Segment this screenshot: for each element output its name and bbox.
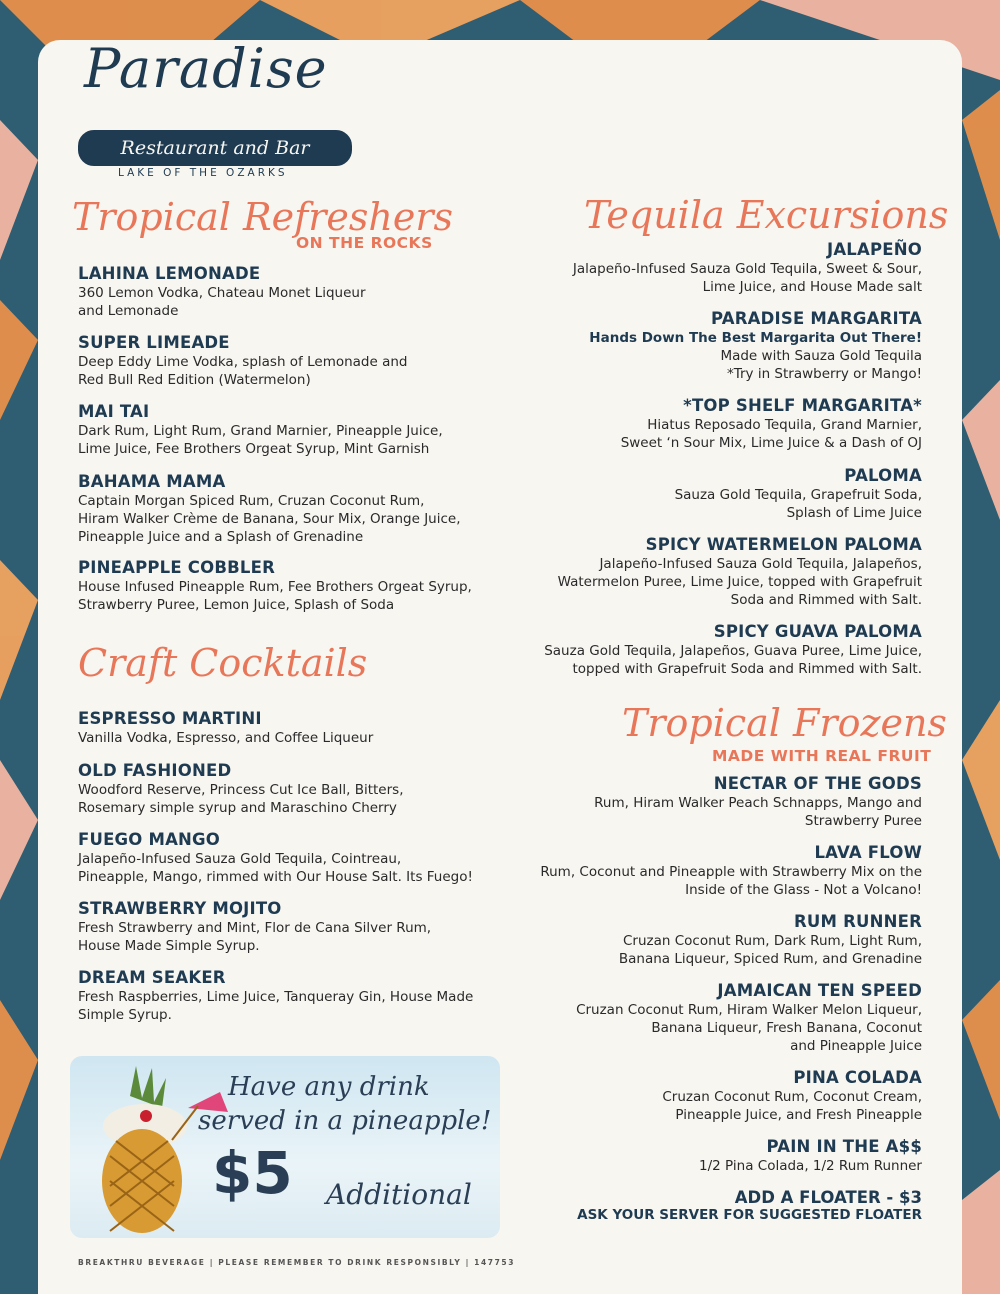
promo-line1: Have any drink: [228, 1072, 430, 1102]
item-desc: Cruzan Coconut Rum, Coconut Cream, Pineapple Juice, and Fresh Pineapple: [662, 1089, 922, 1123]
item-desc: Dark Rum, Light Rum, Grand Marnier, Pineapple Juice, Lime Juice, Fee Brothers Orgeat Syrup, Mint Garnish: [78, 423, 443, 457]
list-item: [78, 899, 498, 955]
item-name: PARADISE MARGARITA: [711, 309, 922, 328]
item-name: PAIN IN THE A$$: [766, 1137, 922, 1156]
item-desc: Jalapeño-Infused Sauza Gold Tequila, Jalapeños, Watermelon Puree, Lime Juice, topped with Grapefruit Soda and Rimmed with Salt.: [557, 556, 922, 608]
item-desc: Woodford Reserve, Princess Cut Ice Ball, Bitters, Rosemary simple syrup and Maraschino Cherry: [78, 782, 404, 816]
item-name: RUM RUNNER: [794, 912, 922, 931]
list-item: [502, 466, 922, 522]
list-item: [502, 981, 922, 1055]
promo-line2: served in a pineapple!: [198, 1106, 492, 1136]
floater-title: ADD A FLOATER - $3: [734, 1188, 922, 1207]
floater-note: [502, 1188, 922, 1223]
item-name: LAVA FLOW: [814, 843, 922, 862]
list-item: [78, 968, 498, 1024]
item-desc: Cruzan Coconut Rum, Hiram Walker Melon Liqueur, Banana Liqueur, Fresh Banana, Coconut and Pineapple Juice: [576, 1002, 922, 1054]
item-name: LAHINA LEMONADE: [78, 264, 261, 283]
promo-additional: Additional: [326, 1178, 472, 1211]
list-item: [78, 761, 498, 817]
item-name: JALAPEÑO: [827, 240, 922, 259]
brand-tagline: Restaurant and Bar: [78, 130, 352, 166]
list-item: [502, 1068, 922, 1124]
list-item: [502, 843, 922, 899]
item-name: OLD FASHIONED: [78, 761, 232, 780]
craft-title: Craft Cocktails: [78, 641, 368, 685]
list-item: [78, 830, 498, 886]
item-desc: Jalapeño-Infused Sauza Gold Tequila, Sweet & Sour, Lime Juice, and House Made salt: [572, 261, 922, 295]
item-desc: 360 Lemon Vodka, Chateau Monet Liqueur and Lemonade: [78, 285, 366, 319]
item-desc: Sauza Gold Tequila, Jalapeños, Guava Puree, Lime Juice, topped with Grapefruit Soda and Rimmed with Salt.: [544, 643, 922, 677]
brand-name: Paradise: [84, 37, 328, 100]
item-desc: Rum, Coconut and Pineapple with Strawberry Mix on the Inside of the Glass - Not a Volcano!: [540, 864, 922, 898]
floater-subtitle: ASK YOUR SERVER FOR SUGGESTED FLOATER: [577, 1207, 922, 1223]
list-item: [502, 535, 922, 609]
item-name: FUEGO MANGO: [78, 830, 221, 849]
brand-location: LAKE OF THE OZARKS: [118, 167, 288, 179]
list-item: [78, 472, 498, 546]
list-item: [78, 558, 498, 614]
item-tag: Hands Down The Best Margarita Out There!: [589, 330, 922, 346]
frozens-subtitle: MADE WITH REAL FRUIT: [712, 747, 932, 765]
list-item: [78, 709, 498, 747]
refreshers-subtitle: ON THE ROCKS: [296, 234, 433, 252]
item-desc: Vanilla Vodka, Espresso, and Coffee Liqueur: [78, 730, 374, 746]
item-name: PALOMA: [844, 466, 922, 485]
item-desc: Rum, Hiram Walker Peach Schnapps, Mango and Strawberry Puree: [594, 795, 922, 829]
item-name: SUPER LIMEADE: [78, 333, 230, 352]
list-item: [78, 333, 498, 389]
item-desc: Deep Eddy Lime Vodka, splash of Lemonade and Red Bull Red Edition (Watermelon): [78, 354, 408, 388]
list-item: [78, 264, 498, 320]
logo: [78, 37, 358, 182]
list-item: [502, 774, 922, 830]
item-name: BAHAMA MAMA: [78, 472, 226, 491]
promo-price: $5: [212, 1139, 293, 1207]
item-name: ESPRESSO MARTINI: [78, 709, 262, 728]
item-name: *TOP SHELF MARGARITA*: [683, 396, 922, 415]
item-name: NECTAR OF THE GODS: [713, 774, 922, 793]
item-desc: Fresh Strawberry and Mint, Flor de Cana Silver Rum, House Made Simple Syrup.: [78, 920, 432, 954]
item-name: STRAWBERRY MOJITO: [78, 899, 282, 918]
item-name: PINA COLADA: [793, 1068, 922, 1087]
refreshers-title: Tropical Refreshers: [72, 195, 453, 239]
item-name: JAMAICAN TEN SPEED: [717, 981, 922, 1000]
pineapple-promo: [70, 1056, 500, 1238]
list-item: [442, 622, 922, 678]
item-name: PINEAPPLE COBBLER: [78, 558, 275, 577]
list-item: [502, 396, 922, 452]
item-desc: Hiatus Reposado Tequila, Grand Marnier, Sweet ‘n Sour Mix, Lime Juice & a Dash of OJ: [620, 417, 922, 451]
list-item: [502, 912, 922, 968]
item-name: DREAM SEAKER: [78, 968, 226, 987]
item-name: MAI TAI: [78, 402, 150, 421]
item-name: SPICY WATERMELON PALOMA: [645, 535, 922, 554]
item-desc: 1/2 Pina Colada, 1/2 Rum Runner: [699, 1158, 922, 1174]
item-desc: Cruzan Coconut Rum, Dark Rum, Light Rum, Banana Liqueur, Spiced Rum, and Grenadine: [618, 933, 922, 967]
list-item: [502, 1137, 922, 1175]
frozens-title: Tropical Frozens: [622, 701, 947, 745]
item-name: SPICY GUAVA PALOMA: [713, 622, 922, 641]
item-desc: Made with Sauza Gold Tequila *Try in Strawberry or Mango!: [720, 348, 922, 382]
item-desc: House Infused Pineapple Rum, Fee Brothers Orgeat Syrup, Strawberry Puree, Lemon Juice, Splash of Soda: [78, 579, 472, 613]
item-desc: Fresh Raspberries, Lime Juice, Tanqueray Gin, House Made Simple Syrup.: [78, 989, 474, 1023]
tequila-title: Tequila Excursions: [584, 193, 949, 237]
item-desc: Sauza Gold Tequila, Grapefruit Soda, Splash of Lime Juice: [674, 487, 922, 521]
item-desc: Jalapeño-Infused Sauza Gold Tequila, Cointreau, Pineapple, Mango, rimmed with Our House Salt. Its Fuego!: [78, 851, 473, 885]
item-desc: Captain Morgan Spiced Rum, Cruzan Coconut Rum, Hiram Walker Crème de Banana, Sour Mix, Orange Juice, Pineapple Juice and a Splash of Grenadine: [78, 493, 461, 545]
list-item: [502, 240, 922, 296]
footer: BREAKTHRU BEVERAGE | PLEASE REMEMBER TO DRINK RESPONSIBLY | 147753: [78, 1258, 516, 1267]
list-item: [78, 402, 498, 458]
list-item: [502, 309, 922, 383]
